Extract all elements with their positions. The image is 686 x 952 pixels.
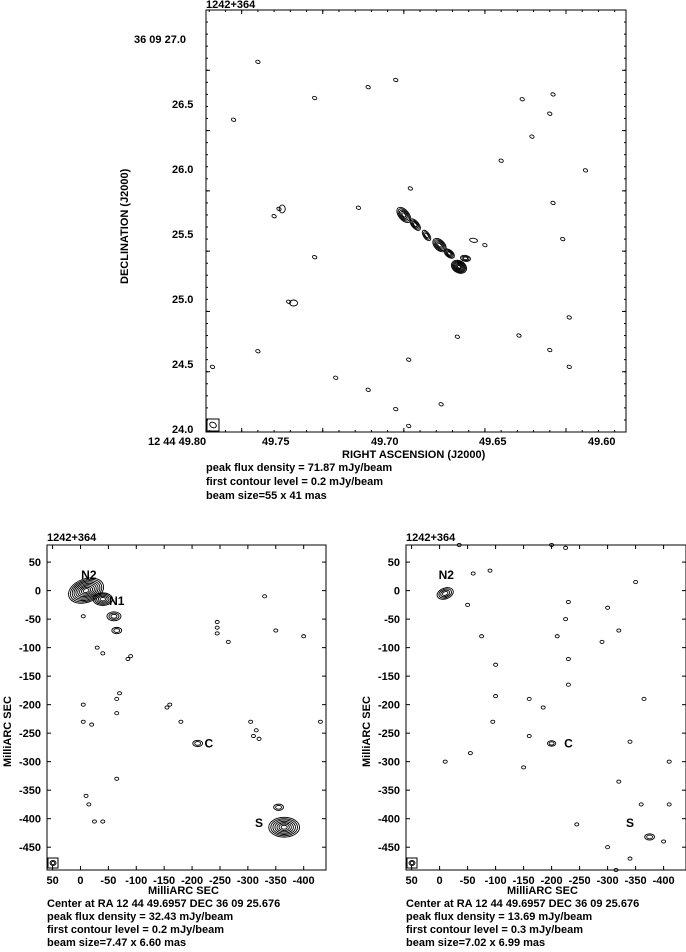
- noise-contour: [600, 640, 604, 643]
- noise-contour: [115, 697, 119, 700]
- component-label: S: [625, 816, 635, 831]
- component-label: N2: [438, 568, 454, 583]
- y-tick-label: -100: [377, 642, 400, 655]
- y-tick-label: 0: [393, 585, 400, 598]
- noise-contour: [606, 606, 610, 609]
- jet-contour: [411, 220, 419, 228]
- noise-contour: [566, 657, 570, 660]
- x-tick-label: -250: [568, 875, 591, 887]
- noise-contour: [215, 632, 219, 635]
- y-tick-label: 36 09 27.0: [134, 34, 186, 46]
- y-tick-label: -400: [377, 813, 400, 826]
- noise-contour: [541, 706, 545, 709]
- x-tick-label: 50: [405, 875, 418, 887]
- y-tick-label: 24.0: [172, 424, 194, 436]
- y-tick-label: 26.5: [172, 99, 194, 111]
- noise-contour: [527, 697, 531, 700]
- noise-contour: [126, 657, 130, 660]
- noise-contour: [494, 663, 498, 666]
- x-tick-label: -50: [100, 875, 117, 887]
- noise-contour: [566, 683, 570, 686]
- source-contour: [647, 835, 653, 839]
- chart-title: 1242+364: [47, 532, 97, 544]
- x-tick-label: 49.65: [479, 436, 507, 448]
- info-line: peak flux density = 32.43 mJy/beam: [47, 911, 234, 923]
- info-line: peak flux density = 71.87 mJy/beam: [206, 462, 393, 474]
- noise-contour: [455, 334, 460, 339]
- y-tick-label: -50: [25, 614, 41, 627]
- noise-contour: [560, 237, 565, 242]
- x-tick-label: -150: [153, 875, 176, 887]
- jet-contour: [432, 238, 447, 253]
- chart-title: 1242+364: [406, 532, 456, 544]
- source-contour: [281, 825, 287, 829]
- noise-contour: [95, 646, 99, 649]
- noise-contour: [255, 349, 260, 354]
- jet-contour: [430, 236, 448, 254]
- noise-contour: [179, 720, 183, 723]
- noise-contour: [491, 720, 495, 723]
- noise-contour: [634, 580, 638, 583]
- noise-contour: [527, 734, 531, 737]
- noise-contour: [312, 255, 317, 260]
- noise-contour: [439, 402, 444, 407]
- jet-contour: [434, 239, 446, 251]
- x-tick-label: -350: [264, 875, 287, 887]
- y-tick-label: -400: [18, 813, 41, 826]
- x-axis-title: RIGHT ASCENSION (J2000): [342, 449, 486, 461]
- noise-contour: [318, 720, 322, 723]
- x-tick-label: -150: [512, 875, 535, 887]
- x-tick-label: -200: [181, 875, 204, 887]
- noise-contour: [466, 603, 470, 606]
- noise-contour: [366, 388, 371, 393]
- noise-contour: [251, 734, 255, 737]
- source-contour: [435, 586, 454, 602]
- y-tick-label: -250: [377, 728, 400, 741]
- y-tick-label: -300: [18, 756, 41, 769]
- x-tick-label: -300: [236, 875, 259, 887]
- x-tick-label: -100: [484, 875, 507, 887]
- x-tick-label: -100: [125, 875, 148, 887]
- y-tick-label: -350: [377, 785, 400, 798]
- x-tick-label: -400: [292, 875, 315, 887]
- source-contour: [273, 820, 296, 835]
- noise-contour: [555, 635, 559, 638]
- noise-contour: [488, 569, 492, 572]
- jet-contour: [421, 229, 433, 242]
- noise-contour: [101, 820, 105, 823]
- y-tick-label: 50: [387, 557, 400, 570]
- y-tick-label: 25.0: [172, 294, 194, 306]
- noise-contour: [662, 840, 666, 843]
- chart-title: 1242+364: [206, 0, 256, 11]
- noise-contour: [520, 97, 525, 102]
- noise-contour: [567, 315, 572, 320]
- source-contour: [111, 614, 117, 618]
- noise-contour: [249, 720, 253, 723]
- noise-contour: [443, 760, 447, 763]
- info-line: beam size=7.02 x 6.99 mas: [406, 937, 546, 949]
- noise-contour: [639, 803, 643, 806]
- x-tick-label: 0: [436, 875, 443, 887]
- x-axis-title: MilliARC SEC: [507, 885, 578, 897]
- noise-contour: [406, 424, 411, 429]
- noise-contour: [101, 652, 105, 655]
- jet-contour: [422, 231, 430, 240]
- y-tick-label: -200: [377, 699, 400, 712]
- source-contour: [275, 821, 293, 833]
- source-contour: [114, 629, 120, 633]
- y-axis-title: DECLINATION (J2000): [119, 168, 131, 284]
- info-line: Center at RA 12 44 49.6957 DEC 36 09 25.676: [47, 898, 281, 910]
- noise-contour: [271, 214, 276, 219]
- noise-contour: [564, 546, 568, 549]
- info-line: first contour level = 0.3 mJy/beam: [406, 924, 583, 936]
- y-tick-label: 0: [34, 585, 41, 598]
- noise-contour: [302, 635, 306, 638]
- y-tick-label: 25.5: [172, 229, 194, 241]
- noise-contour: [617, 629, 621, 632]
- noise-contour: [393, 407, 398, 412]
- x-tick-label: -350: [624, 875, 647, 887]
- y-tick-label: -350: [18, 785, 41, 798]
- x-tick-label: 49.75: [262, 436, 290, 448]
- y-tick-label: -250: [18, 728, 41, 741]
- noise-contour: [628, 740, 632, 743]
- noise-contour: [564, 618, 568, 621]
- source-contour: [438, 587, 453, 599]
- noise-contour: [667, 803, 671, 806]
- noise-contour: [522, 766, 526, 769]
- noise-contour: [257, 737, 261, 740]
- noise-contour: [231, 117, 236, 122]
- y-axis-title: MilliARC SEC: [2, 696, 14, 767]
- beam-box: [207, 419, 219, 431]
- y-tick-label: 26.0: [172, 164, 194, 176]
- noise-contour: [215, 626, 219, 629]
- noise-contour: [274, 629, 278, 632]
- noise-contour: [468, 752, 472, 755]
- noise-contour: [81, 720, 85, 723]
- noise-contour: [279, 205, 285, 213]
- info-line: Center at RA 12 44 49.6957 DEC 36 09 25.676: [406, 898, 640, 910]
- noise-contour: [494, 694, 498, 697]
- noise-contour: [550, 201, 555, 206]
- jet-contour: [463, 257, 468, 260]
- noise-contour: [499, 158, 504, 163]
- noise-contour: [118, 692, 122, 695]
- info-line: beam size=55 x 41 mas: [206, 490, 327, 502]
- noise-contour: [92, 820, 96, 823]
- noise-contour: [366, 85, 371, 90]
- noise-contour: [642, 697, 646, 700]
- noise-contour: [226, 640, 230, 643]
- y-axis-title: MilliARC SEC: [361, 696, 373, 767]
- y-tick-label: -150: [18, 671, 41, 684]
- info-line: first contour level = 0.2 mJy/beam: [47, 924, 224, 936]
- component-label: N1: [109, 593, 125, 608]
- x-tick-label: 50: [46, 875, 59, 887]
- beam-ellipse: [51, 861, 55, 864]
- noise-contour: [606, 846, 610, 849]
- noise-contour: [566, 600, 570, 603]
- noise-contour: [115, 712, 119, 715]
- y-tick-label: -450: [377, 842, 400, 855]
- noise-contour: [81, 615, 85, 618]
- noise-contour: [406, 357, 411, 362]
- noise-contour: [115, 777, 119, 780]
- jet-contour: [408, 217, 422, 232]
- y-tick-label: 50: [28, 557, 41, 570]
- noise-contour: [529, 134, 534, 139]
- noise-contour: [356, 205, 361, 210]
- y-tick-label: -300: [377, 756, 400, 769]
- x-tick-label: 12 44 49.80: [148, 436, 207, 448]
- source-contour: [276, 805, 282, 809]
- noise-contour: [168, 703, 172, 706]
- noise-contour: [482, 243, 487, 248]
- component-label: C: [564, 736, 573, 751]
- y-tick-label: -200: [18, 699, 41, 712]
- source-contour: [100, 597, 105, 600]
- component-label: C: [204, 736, 214, 751]
- x-tick-label: 0: [77, 875, 84, 887]
- x-axis-title: MilliARC SEC: [148, 885, 219, 897]
- noise-contour: [263, 595, 267, 598]
- noise-contour: [408, 186, 413, 191]
- noise-contour: [471, 572, 475, 575]
- x-tick-label: -200: [540, 875, 563, 887]
- y-tick-label: -100: [18, 642, 41, 655]
- noise-contour: [617, 780, 621, 783]
- noise-contour: [667, 760, 671, 763]
- noise-contour: [254, 729, 258, 732]
- noise-contour: [84, 794, 88, 797]
- noise-contour: [516, 333, 521, 338]
- y-tick-label: 24.5: [172, 359, 194, 371]
- x-tick-label: -400: [652, 875, 675, 887]
- x-tick-label: -250: [208, 875, 231, 887]
- noise-contour: [210, 365, 215, 370]
- noise-contour: [333, 375, 338, 380]
- noise-contour: [90, 723, 94, 726]
- noise-contour: [628, 857, 632, 860]
- component-label: N2: [81, 568, 97, 583]
- beam-ellipse: [209, 421, 218, 429]
- x-tick-label: 49.70: [371, 436, 399, 448]
- info-line: beam size=7.47 x 6.60 mas: [47, 937, 187, 949]
- jet-contour: [469, 238, 478, 243]
- source-contour: [195, 742, 201, 746]
- noise-contour: [547, 111, 552, 116]
- noise-contour: [575, 823, 579, 826]
- x-tick-label: -300: [596, 875, 619, 887]
- y-tick-label: -450: [18, 842, 41, 855]
- noise-contour: [567, 365, 572, 370]
- y-tick-label: -50: [384, 614, 400, 627]
- noise-contour: [550, 92, 555, 97]
- source-contour: [549, 742, 554, 745]
- component-label: S: [255, 816, 264, 831]
- noise-contour: [255, 60, 260, 65]
- noise-contour: [480, 635, 484, 638]
- noise-contour: [312, 96, 317, 101]
- noise-contour: [547, 348, 552, 353]
- beam-ellipse: [410, 861, 414, 864]
- jet-contour: [398, 209, 410, 222]
- x-tick-label: -50: [459, 875, 476, 887]
- noise-contour: [215, 620, 219, 623]
- noise-contour: [583, 168, 588, 173]
- noise-contour: [81, 703, 85, 706]
- y-tick-label: -150: [377, 671, 400, 684]
- info-line: first contour level = 0.2 mJy/beam: [206, 476, 383, 488]
- noise-contour: [393, 78, 398, 83]
- info-line: peak flux density = 13.69 mJy/beam: [406, 911, 593, 923]
- x-tick-label: 49.60: [588, 436, 616, 448]
- noise-contour: [87, 803, 91, 806]
